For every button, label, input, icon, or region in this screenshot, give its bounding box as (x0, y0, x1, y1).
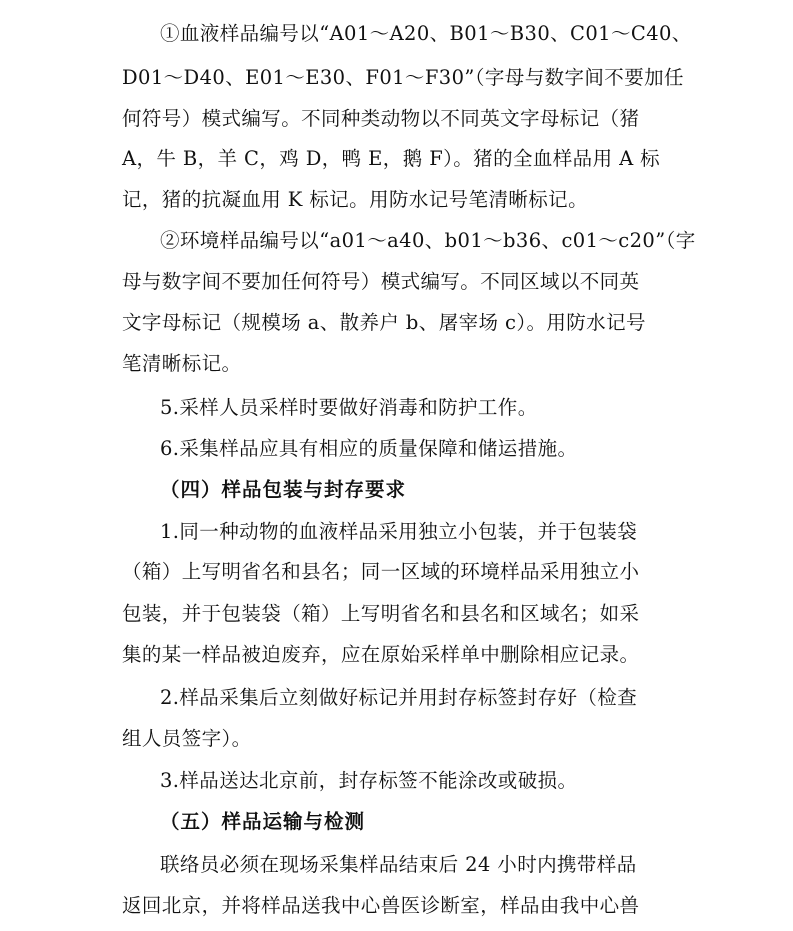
paragraph-line: 6.采集样品应具有相应的质量保障和储运措施。 (160, 437, 578, 460)
paragraph-line: （箱）上写明省名和县名；同一区域的环境样品采用独立小 (122, 560, 640, 583)
paragraph-line: 集的某一样品被迫废弃，应在原始采样单中删除相应记录。 (122, 643, 640, 666)
paragraph-line: 联络员必须在现场采集样品结束后 24 小时内携带样品 (160, 853, 637, 876)
paragraph-line: 1.同一种动物的血液样品采用独立小包装，并于包装袋 (160, 520, 638, 543)
section-heading: （四）样品包装与封存要求 (160, 478, 407, 501)
section-heading: （五）样品运输与检测 (160, 810, 366, 833)
paragraph-line: 组人员签字）。 (122, 727, 252, 750)
paragraph-line: 文字母标记（规模场 a、散养户 b、屠宰场 c）。用防水记号 (122, 311, 646, 334)
paragraph-line: ①血液样品编号以“A01～A20、B01～B30、C01～C40、 (160, 22, 692, 45)
paragraph-line: D01～D40、E01～E30、F01～F30”（字母与数字间不要加任 (122, 66, 684, 89)
paragraph-line: 5.采样人员采样时要做好消毒和防护工作。 (160, 396, 538, 419)
paragraph-line: 3.样品送达北京前，封存标签不能涂改或破损。 (160, 769, 578, 792)
paragraph-line: 记，猪的抗凝血用 K 标记。用防水记号笔清晰标记。 (122, 188, 588, 211)
paragraph-line: 何符号）模式编写。不同种类动物以不同英文字母标记（猪 (122, 107, 640, 130)
paragraph-line: 包装，并于包装袋（箱）上写明省名和县名和区域名；如采 (122, 602, 640, 625)
paragraph-line: 笔清晰标记。 (122, 352, 242, 375)
paragraph-line: 2.样品采集后立刻做好标记并用封存标签封存好（检查 (160, 686, 638, 709)
paragraph-line: A，牛 B，羊 C，鸡 D，鸭 E，鹅 F）。猪的全血样品用 A 标 (122, 147, 661, 170)
paragraph-line: 母与数字间不要加任何符号）模式编写。不同区域以不同英 (122, 270, 640, 293)
paragraph-line: 返回北京，并将样品送我中心兽医诊断室，样品由我中心兽 (122, 894, 640, 917)
paragraph-line: ②环境样品编号以“a01～a40、b01～b36、c01～c20”（字 (160, 229, 696, 252)
